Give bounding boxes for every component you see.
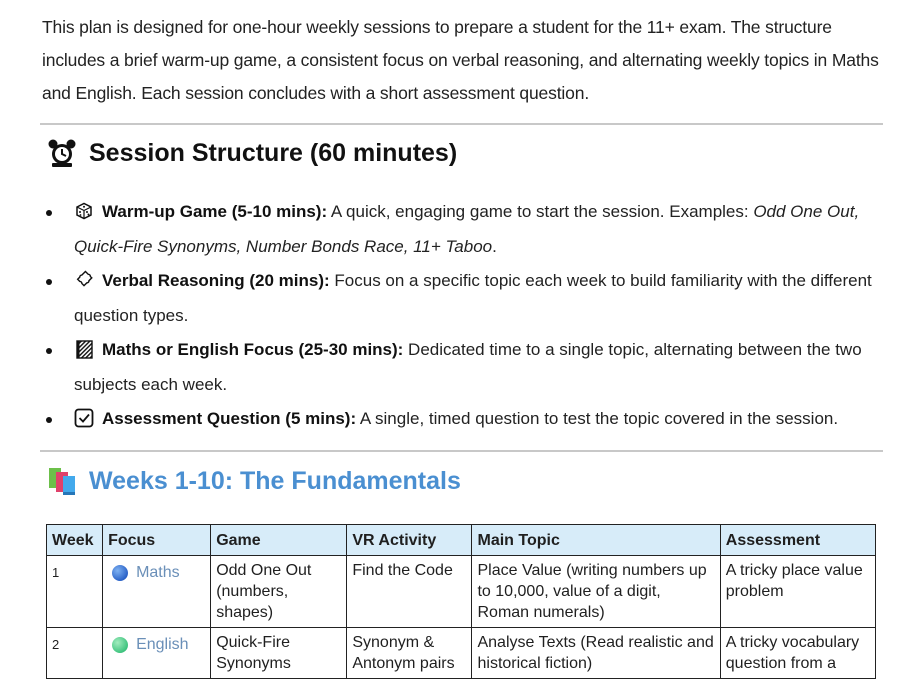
- table-header-row: [47, 525, 876, 556]
- vr-activity-cell: Synonym & Antonym pairs: [347, 628, 472, 679]
- column-header-main-topic: Main Topic: [472, 525, 720, 556]
- divider: [40, 123, 883, 125]
- week-cell: 2: [47, 628, 103, 679]
- table-row: [47, 628, 876, 679]
- section-title: Session Structure (60 minutes): [89, 138, 458, 167]
- session-structure-heading: [47, 138, 457, 168]
- column-header-assessment: Assessment: [720, 525, 875, 556]
- game-die-icon: [74, 201, 94, 221]
- table-row: [47, 556, 876, 628]
- column-header-focus: Focus: [103, 525, 211, 556]
- blue-circle-icon: [112, 565, 128, 581]
- column-header-game: Game: [211, 525, 347, 556]
- section-title: Weeks 1-10: The Fundamentals: [89, 466, 461, 495]
- game-cell: Quick-Fire Synonyms: [211, 628, 347, 679]
- focus-cell: Maths: [103, 556, 211, 628]
- weekly-plan-table: [46, 524, 876, 679]
- main-topic-cell: Analyse Texts (Read realistic and historical fiction): [472, 628, 720, 679]
- game-cell: Odd One Out (numbers, shapes): [211, 556, 347, 628]
- weeks-1-10-heading: [47, 466, 461, 496]
- intro-paragraph: This plan is designed for one-hour weekly sessions to prepare a student for the 11+ exam. The structure includes a brief warm-up game, a consistent focus on verbal reasoning, and alternating weekly topics in Maths and English. Each session concludes with a short assessment question.: [42, 17, 879, 103]
- notebook-icon: [74, 339, 94, 359]
- check-box-icon: [74, 408, 94, 428]
- week-cell: 1: [47, 556, 103, 628]
- session-structure-list: [42, 195, 887, 437]
- column-header-week: Week: [47, 525, 103, 556]
- list-item-assessment: Assessment Question (5 mins): A single, timed question to test the topic covered in the session.: [42, 402, 887, 437]
- puzzle-piece-icon: [74, 270, 94, 290]
- green-circle-icon: [112, 637, 128, 653]
- list-item-warmup: Warm-up Game (5-10 mins): A quick, engaging game to start the session. Examples: Odd One Out, Quick-Fire Synonyms, Number Bonds Race, 11+ Taboo.: [42, 195, 887, 264]
- alarm-clock-icon: [47, 138, 77, 168]
- assessment-cell: A tricky vocabulary question from a: [720, 628, 875, 679]
- list-item-verbal-reasoning: Verbal Reasoning (20 mins): Focus on a specific topic each week to build familiarity with the different question types.: [42, 264, 887, 333]
- column-header-vr-activity: VR Activity: [347, 525, 472, 556]
- assessment-cell: A tricky place value problem: [720, 556, 875, 628]
- focus-cell: English: [103, 628, 211, 679]
- books-icon: [47, 466, 79, 496]
- main-topic-cell: Place Value (writing numbers up to 10,000, value of a digit, Roman numerals): [472, 556, 720, 628]
- divider: [40, 450, 883, 452]
- vr-activity-cell: Find the Code: [347, 556, 472, 628]
- list-item-maths-english-focus: Maths or English Focus (25-30 mins): Dedicated time to a single topic, alternating between the two subjects each week.: [42, 333, 887, 402]
